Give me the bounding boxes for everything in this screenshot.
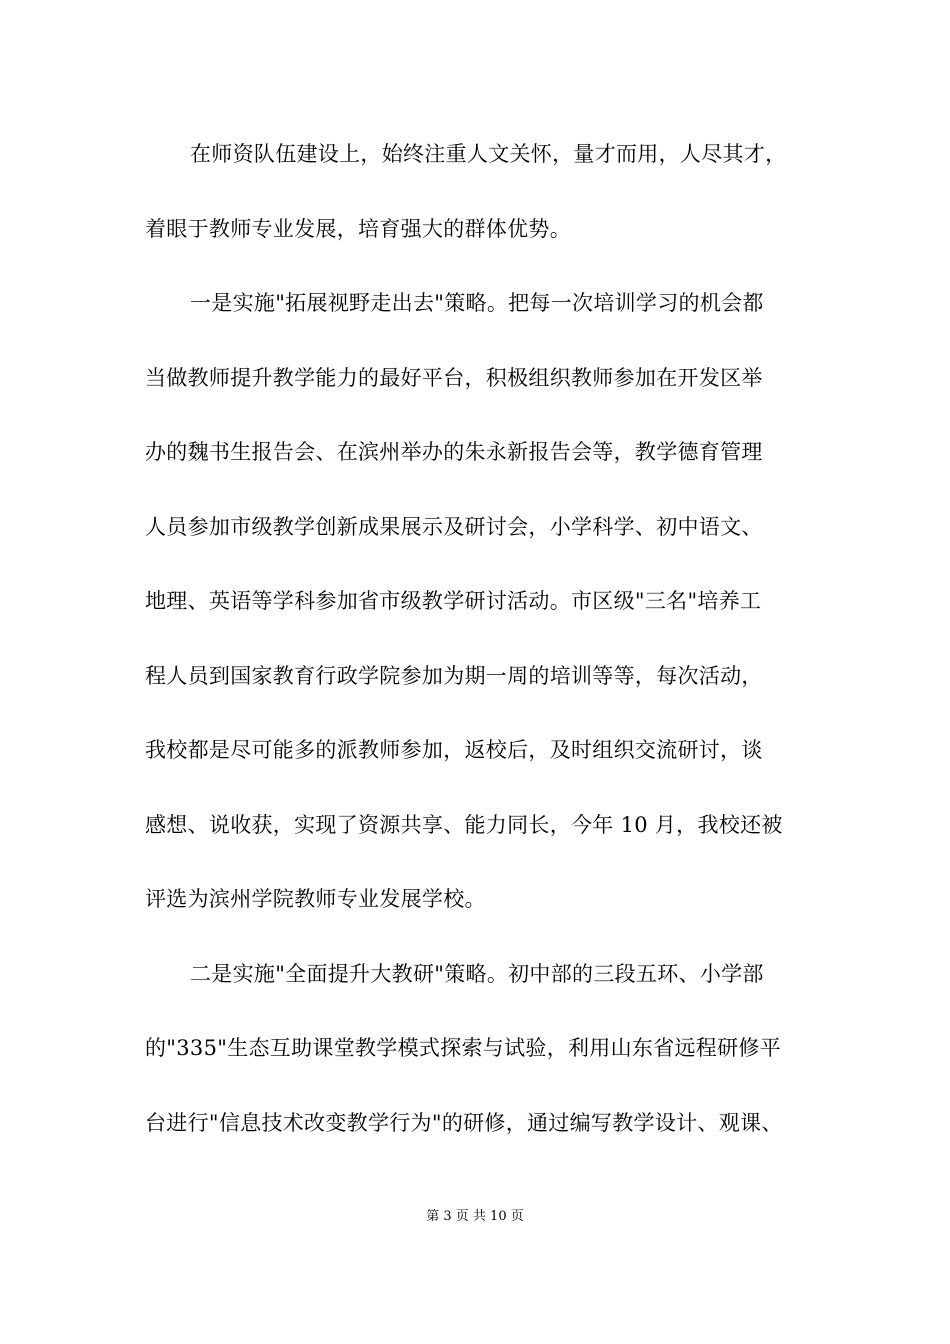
paragraph-2-line-8: 感想、说收获，实现了资源共享、能力同长，今年 10 月，我校还被 [145,813,783,837]
paragraph-1-line-1: 在师资队伍建设上，始终注重人文关怀，量才而用，人尽其才， [190,142,787,166]
paragraph-2-line-1: 一是实施"拓展视野走出去"策略。把每一次培训学习的机会都 [190,291,764,315]
paragraph-2-line-9: 评选为滨州学院教师专业发展学校。 [145,887,486,911]
paragraph-3-line-3: 台进行"信息技术改变教学行为"的研修，通过编写教学设计、观课、 [145,1111,783,1135]
page-number-footer: 第 3 页 共 10 页 [426,1209,524,1224]
paragraph-3-line-1: 二是实施"全面提升大教研"策略。初中部的三段五环、小学部 [190,962,764,986]
paragraph-2-line-4: 人员参加市级教学创新成果展示及研讨会，小学科学、初中语文、 [145,515,763,539]
paragraph-3-line-2: 的"335"生态互助课堂教学模式探索与试验，利用山东省远程研修平 [145,1036,781,1060]
paragraph-2-line-3: 办的魏书生报告会、在滨州举办的朱永新报告会等，教学德育管理 [145,440,763,464]
paragraph-2-line-6: 程人员到国家教育行政学院参加为期一周的培训等等，每次活动， [145,664,763,688]
paragraph-2-line-2: 当做教师提升教学能力的最好平台，积极组织教师参加在开发区举 [145,366,763,390]
paragraph-2-line-5: 地理、英语等学科参加省市级教学研讨活动。市区级"三名"培养工 [145,589,762,613]
paragraph-1-line-2: 着眼于教师专业发展，培育强大的群体优势。 [145,217,571,241]
paragraph-2-line-7: 我校都是尽可能多的派教师参加，返校后，及时组织交流研讨，谈 [145,738,763,762]
